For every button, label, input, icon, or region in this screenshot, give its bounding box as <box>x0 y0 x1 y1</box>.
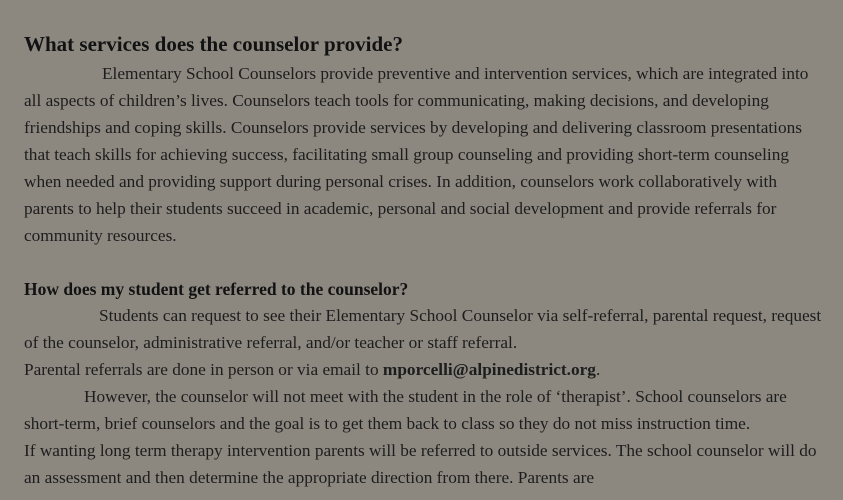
outside-services-paragraph: If wanting long term therapy intervention parents will be referred to outside services. The school counselor will do an assessment and then determine the appropriate direction from there. Parents are <box>24 441 817 487</box>
parental-referral-line <box>24 356 824 383</box>
section-heading-referral: How does my student get referred to the counselor? <box>24 279 409 299</box>
services-paragraph: Elementary School Counselors provide preventive and intervention services, which are integrated into all aspects of children’s lives. Counselors teach tools for communicating, making decisions, and developing friendships and coping skills. Counselors provide services by developing and delivering classroom presentations that teach skills for achieving success, facilitating small group counseling and providing short-term counseling when needed and providing support during personal crises. In addition, counselors work collaboratively with parents to help their students succeed in academic, personal and social development and provide referrals for community resources. <box>24 64 809 245</box>
counselor-email-link[interactable]: mporcelli@alpinedistrict.org <box>382 360 596 379</box>
referral-paragraph: Students can request to see their Elementary School Counselor via self-referral, parental request, request of the counselor, administrative referral, and/or teacher or staff referral. <box>24 306 822 352</box>
parental-referral-period: . <box>595 360 601 379</box>
section-heading-services: What services does the counselor provide? <box>24 32 403 56</box>
section-spacer <box>24 249 843 276</box>
therapist-paragraph: However, the counselor will not meet with the student in the role of ‘therapist’. School counselors are short-term, brief counselors and the goal is to get them back to class so they do not miss instruction time. <box>24 387 787 433</box>
parental-referral-text: Parental referrals are done in person or via email to <box>24 360 383 379</box>
